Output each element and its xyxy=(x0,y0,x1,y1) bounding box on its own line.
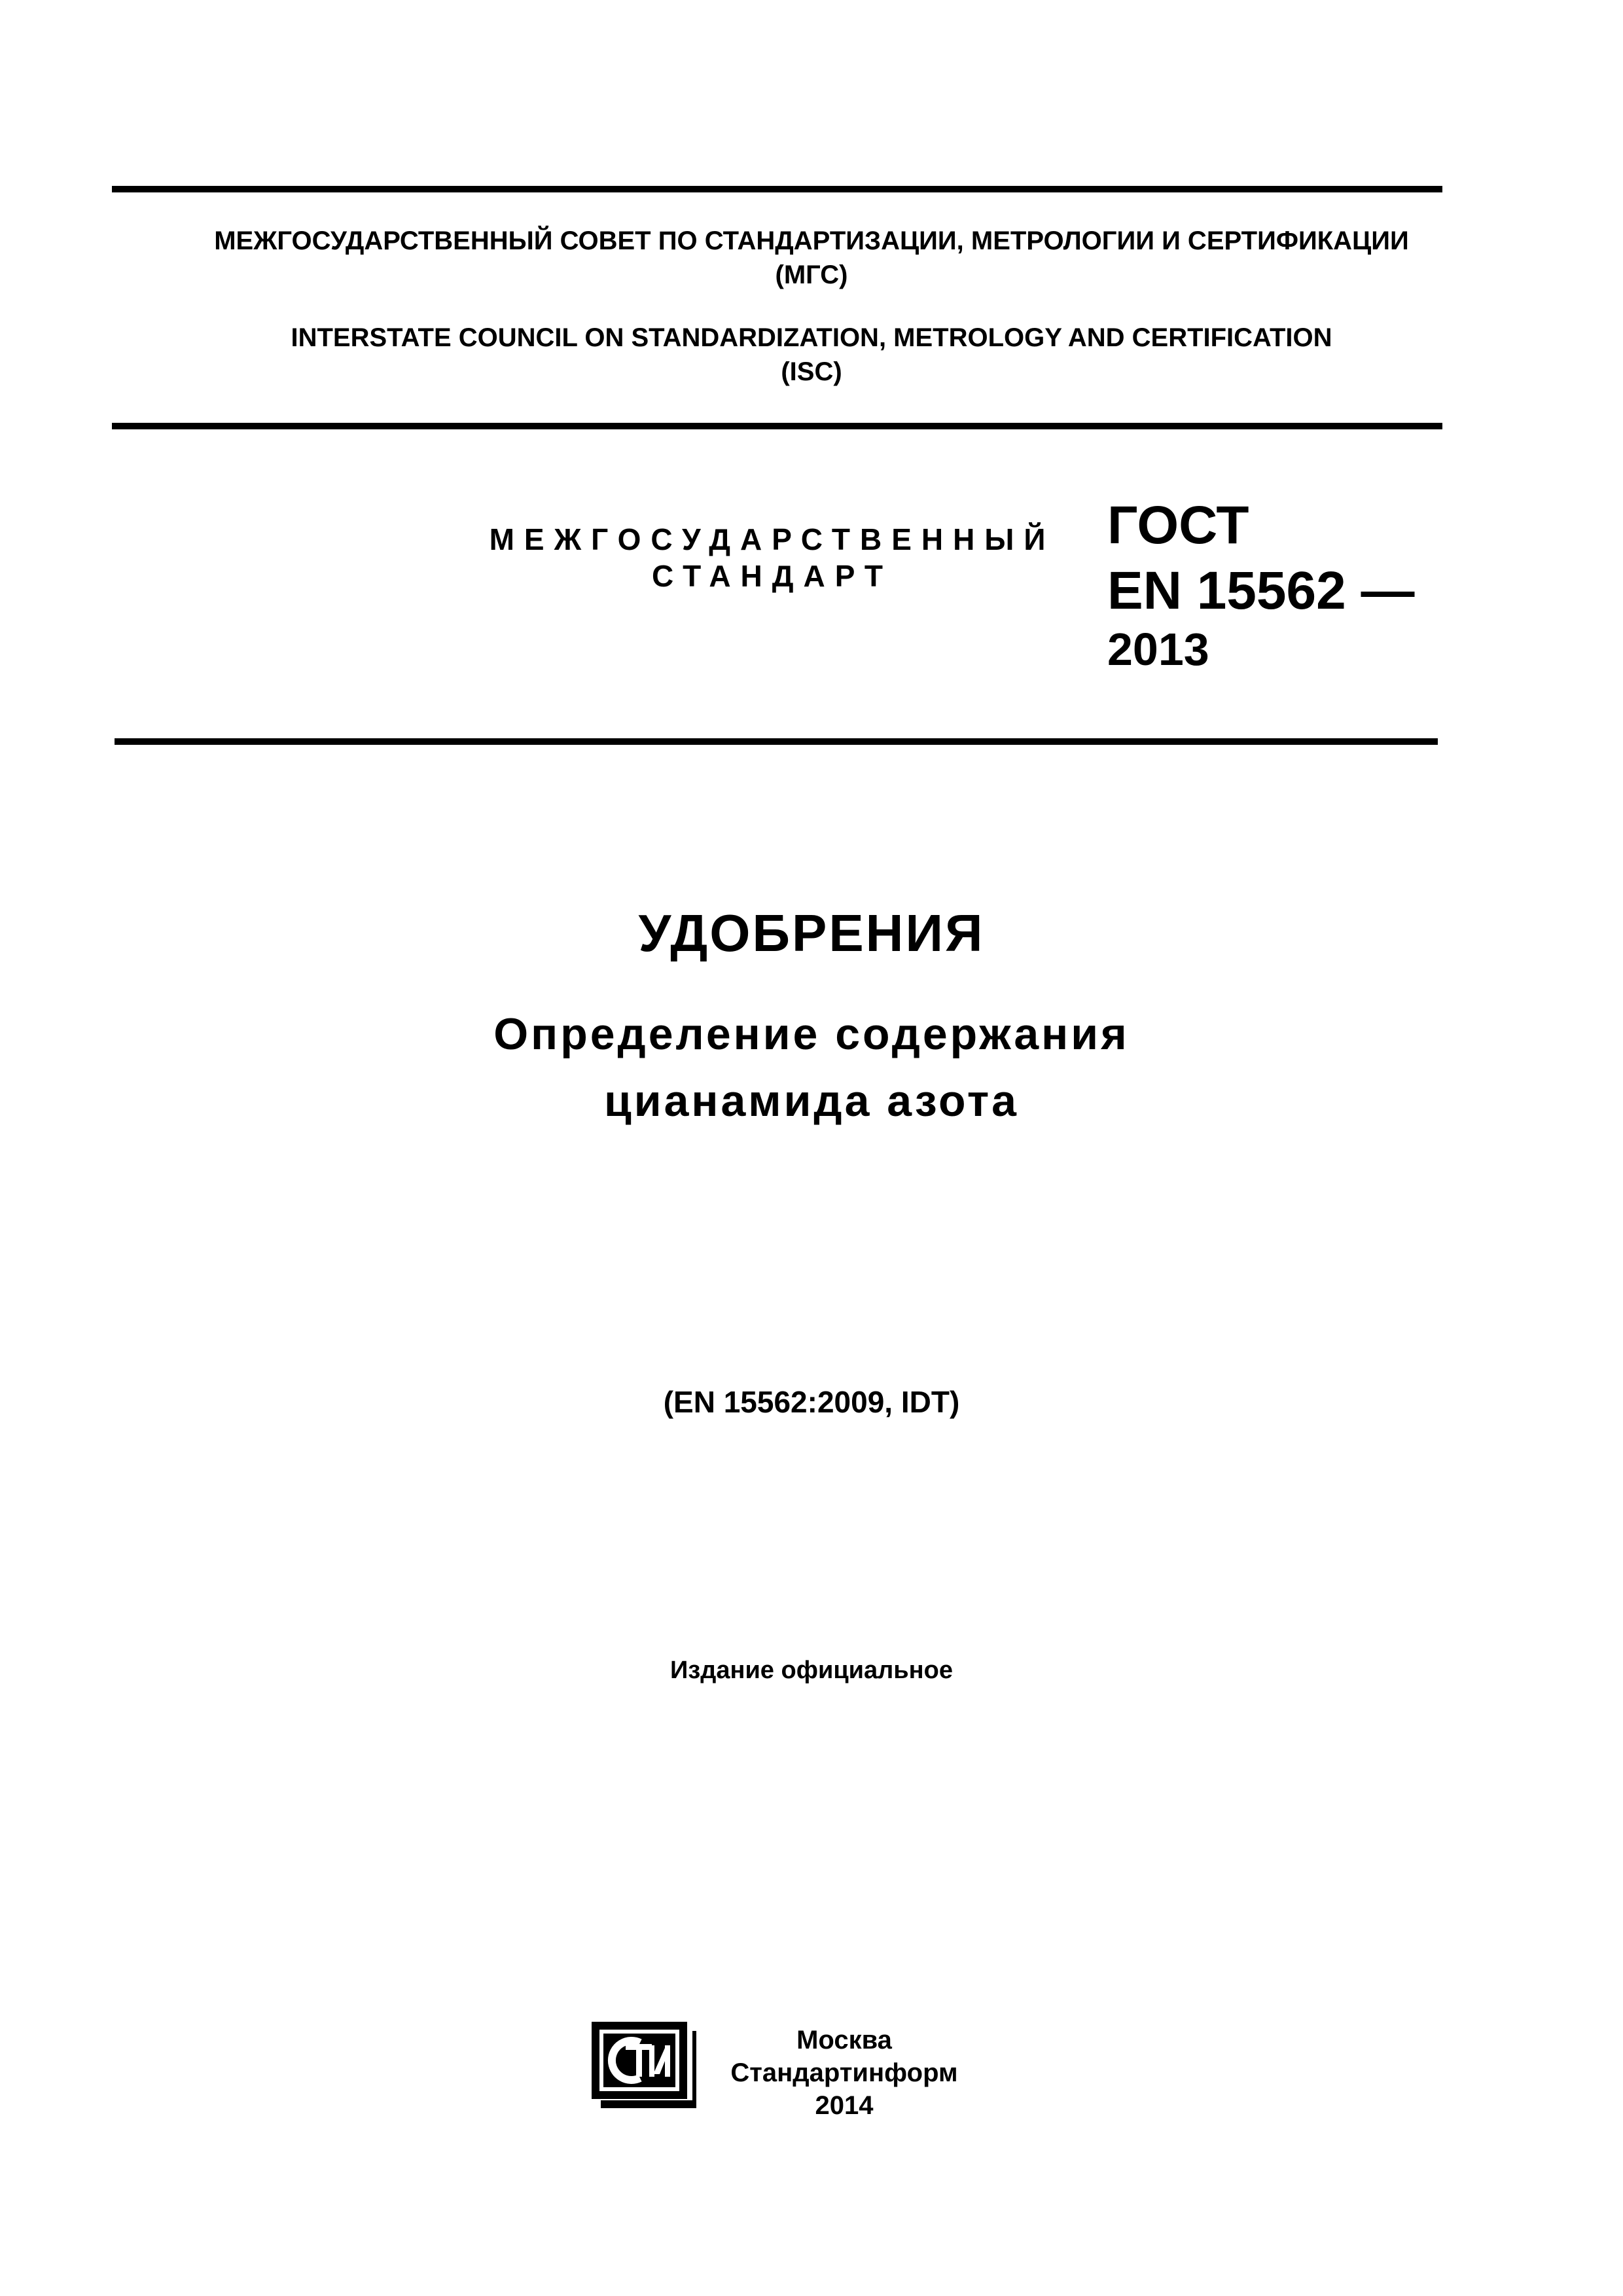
top-divider xyxy=(112,186,1442,192)
council-name-ru: МЕЖГОСУДАРСТВЕННЫЙ СОВЕТ ПО СТАНДАРТИЗАЦИИ, МЕТРОЛОГИИ И СЕРТИФИКАЦИИ xyxy=(214,226,1409,255)
edition-note: Издание официальное xyxy=(670,1657,953,1684)
bottom-divider xyxy=(115,738,1438,745)
document-subtitle-line-1: Определение содержания xyxy=(493,1009,1130,1059)
standard-type-line-2: СТАНДАРТ xyxy=(652,559,893,593)
publisher-city: Москва xyxy=(796,2026,892,2054)
en-reference: (EN 15562:2009, IDT) xyxy=(663,1385,960,1419)
council-abbr-ru: (МГС) xyxy=(775,260,848,289)
standard-type-line-1: МЕЖГОСУДАРСТВЕННЫЙ xyxy=(489,522,1056,556)
publication-year: 2014 xyxy=(815,2091,874,2120)
standard-designation-prefix: ГОСТ xyxy=(1107,495,1249,555)
standard-designation-number: EN 15562 — xyxy=(1107,561,1415,620)
standard-designation-year: 2013 xyxy=(1107,624,1209,675)
document-title: УДОБРЕНИЯ xyxy=(638,904,985,962)
middle-divider xyxy=(112,423,1442,429)
council-abbr-en: (ISC) xyxy=(781,357,842,386)
standartinform-logo-icon xyxy=(589,2019,697,2111)
document-subtitle-line-2: цианамида азота xyxy=(603,1076,1019,1126)
council-name-en: INTERSTATE COUNCIL ON STANDARDIZATION, METROLOGY AND CERTIFICATION xyxy=(291,323,1332,352)
publisher-name: Стандартинформ xyxy=(730,2058,958,2087)
